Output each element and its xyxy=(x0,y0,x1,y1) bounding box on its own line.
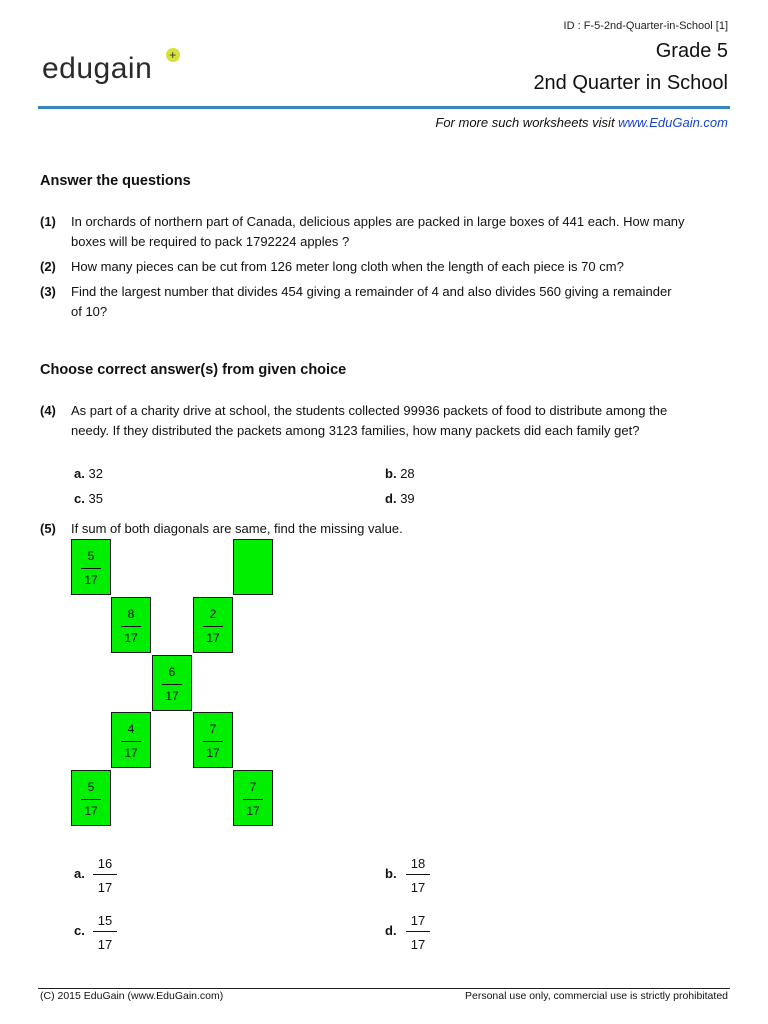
visit-line xyxy=(435,115,728,130)
grid-cell: 6 17 xyxy=(152,655,192,711)
section-heading-choose: Choose correct answer(s) from given choice xyxy=(40,362,347,378)
grade-label: Grade 5 xyxy=(655,40,728,62)
grid-cell: 5 17 xyxy=(71,539,111,595)
option-a[interactable]: a. 32 xyxy=(74,466,103,481)
question-number: (1) xyxy=(40,214,56,229)
question-number: (3) xyxy=(40,284,56,299)
question-number: (5) xyxy=(40,521,56,536)
option-label: d. xyxy=(385,923,397,938)
grid-cell: 4 17 xyxy=(111,712,151,768)
option-d[interactable]: d. 39 xyxy=(385,491,415,506)
grid-cell: 7 17 xyxy=(193,712,233,768)
option-label: c. xyxy=(74,923,85,938)
grid-cell-missing xyxy=(233,539,273,595)
fraction: 15 17 xyxy=(90,913,120,952)
grid-cell: 5 17 xyxy=(71,770,111,826)
visit-prefix: For more such worksheets visit xyxy=(435,115,619,130)
grid-cell: 7 17 xyxy=(233,770,273,826)
question-text: In orchards of northern part of Canada, delicious apples are packed in large boxes of 441 each. How many boxes will be required to pack 1792224 apples ? xyxy=(71,214,685,249)
option-c[interactable]: c. 35 xyxy=(74,491,103,506)
question-text: Find the largest number that divides 454 giving a remainder of 4 and also divides 560 giving a remainder of 10? xyxy=(71,284,672,319)
logo-text: edugain xyxy=(42,52,153,85)
header-divider xyxy=(38,106,730,109)
grid-cell: 2 17 xyxy=(193,597,233,653)
question-text: How many pieces can be cut from 126 meter long cloth when the length of each piece is 70 cm? xyxy=(71,259,624,274)
question-text: If sum of both diagonals are same, find the missing value. xyxy=(71,521,403,536)
footer-divider xyxy=(38,988,730,989)
section-heading-answer: Answer the questions xyxy=(40,173,191,189)
page-title: 2nd Quarter in School xyxy=(533,72,728,94)
option-b[interactable]: b. 28 xyxy=(385,466,415,481)
option-label: a. xyxy=(74,866,85,881)
option-label: b. xyxy=(385,866,397,881)
fraction: 16 17 xyxy=(90,856,120,895)
worksheet-id: ID : F-5-2nd-Quarter-in-School [1] xyxy=(563,20,728,32)
fraction: 17 17 xyxy=(403,913,433,952)
question-number: (2) xyxy=(40,259,56,274)
footer-notice: Personal use only, commercial use is strictly prohibitated xyxy=(465,990,728,1002)
edugain-link[interactable]: www.EduGain.com xyxy=(618,115,728,130)
edugain-logo xyxy=(42,48,177,86)
question-text: As part of a charity drive at school, the students collected 99936 packets of food to distribute among the needy. If they distributed the packets among 3123 families, how many packets did each family get? xyxy=(71,403,668,438)
grid-cell: 8 17 xyxy=(111,597,151,653)
plus-icon: + xyxy=(166,48,180,62)
footer-copyright: (C) 2015 EduGain (www.EduGain.com) xyxy=(40,990,224,1002)
question-number: (4) xyxy=(40,403,56,418)
fraction: 18 17 xyxy=(403,856,433,895)
